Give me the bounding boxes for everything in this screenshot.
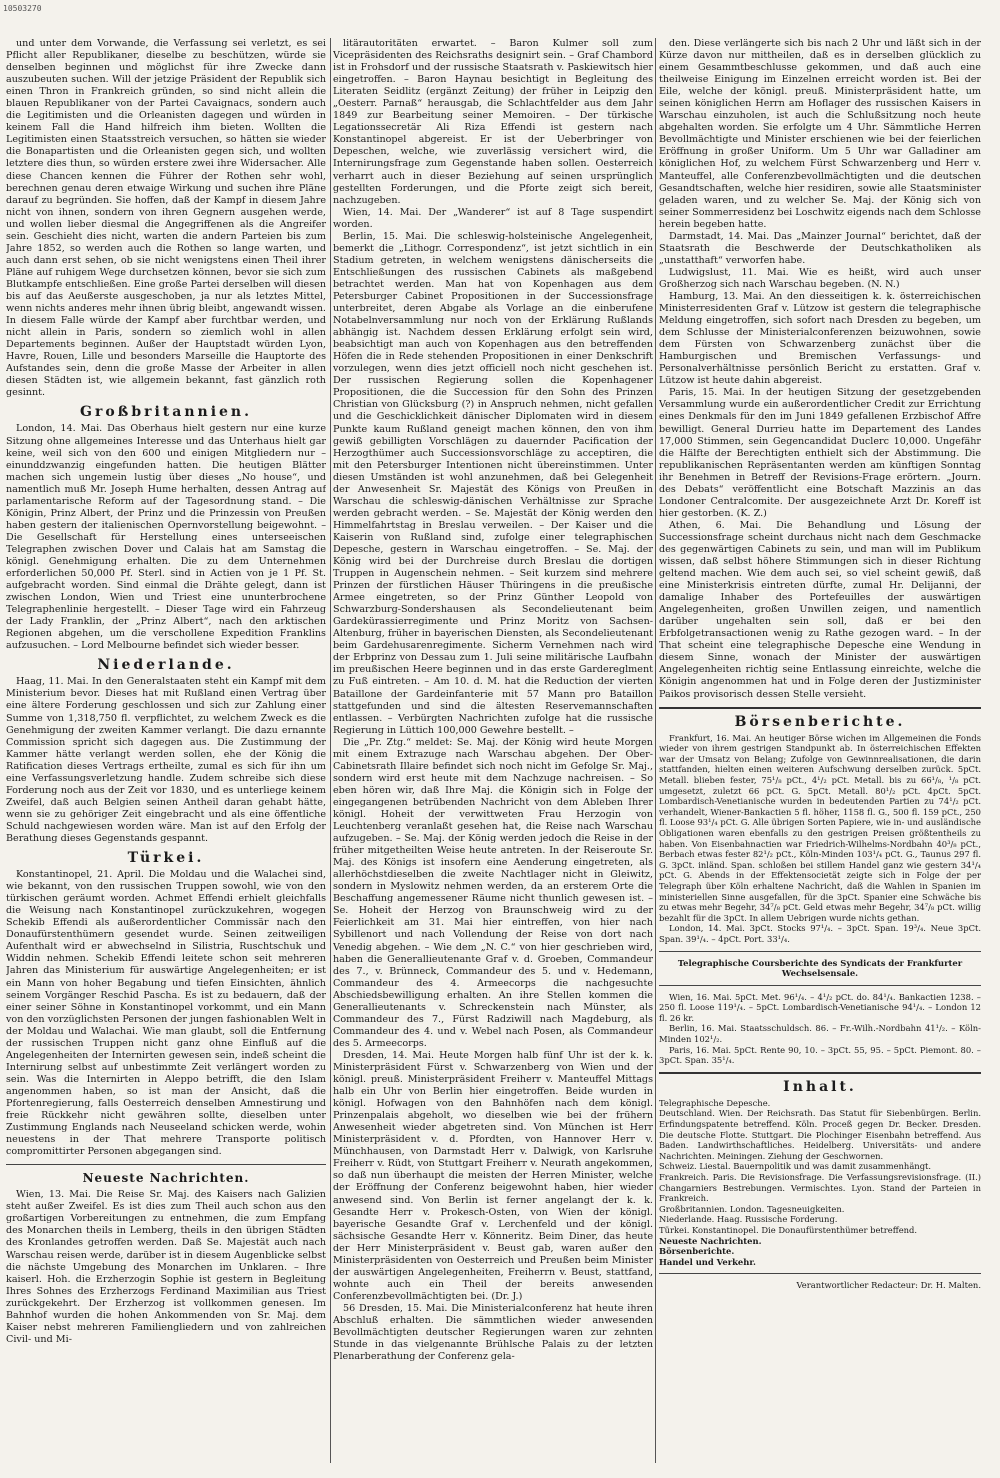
toc-entry: Frankreich. Paris. Die Revisionsfrage. Die Verfassungsrevisionsfrage. (II.) Changarniers Bestrebungen. Vermischtes. Lyon. Stand der Parteien in Frankreich. [659, 1172, 981, 1204]
article-paragraph: London, 14. Mai. 3pCt. Stocks 97¹/₄. – 3pCt. Span. 19³/₄. Neue 3pCt. Span. 39¹/₄. – 4pCt. Port. 33¹/₄. [659, 923, 981, 944]
toc-entry: Schweiz. Liestal. Bauernpolitik und was damit zusammenhängt. [659, 1161, 932, 1172]
divider [659, 951, 981, 952]
section-heading-neueste-nachrichten: Neueste Nachrichten. [82, 1171, 250, 1186]
divider [659, 707, 981, 709]
article-paragraph: Berlin, 16. Mai. Staatsschuldsch. 86. – Fr.-Wilh.-Nordbahn 41¹/₂. – Köln-Minden 102¹/₂. [659, 1023, 981, 1045]
article-paragraph: Berlin, 15. Mai. Die schleswig-holsteinische Angelegenheit, bemerkt die „Lithogr. Correspondenz“, ist jetzt sichtlich in ein Stadium getreten, in welchem wenigstens dänischerseits die Entschließungen des russischen Cabinets als maßgebend betrachtet werden. Man hat von Kopenhagen aus dem Petersburger Cabinet Propositionen in der Successionsfrage unterbreitet, deren Abgabe als Vorlage an die einberufene Notabelnversammlung nur noch von der Erklärung Rußlands abhängig ist. Nachdem dessen Erklärung erfolgt sein wird, beabsichtigt man auch von Kopenhagen aus den betreffenden Höfen die in Rede stehenden Propositionen in einer Denkschrift vorzulegen, wenn dies jetzt officiell noch nicht geschehen ist. Der russischen Regierung sollen die Kopenhagener Propositionen, die die Succession für den Sohn des Prinzen Christian von Glücksburg (?) in Anspruch nehmen, nicht gefallen und die Geschicklichkeit dänischer Diplomaten wird in diesem Punkte kaum Rußland geneigt machen können, den von ihm gewiß gebilligten Vorschlägen zu dauernder Pacification der Herzogthümer auch Successionsvorschläge zu acceptiren, die mit den Petersburger Intentionen nicht übereinstimmen. Unter diesen Umständen ist wohl anzunehmen, daß bei Gelegenheit der Anwesenheit Sr. Majestät des Königs von Preußen in Warschau die schleswig-dänischen Verhältnisse zur Sprache werden gebracht werden. – Se. Majestät der König werden den Himmelfahrtstag in Breslau verweilen. – Der Kaiser und die Kaiserin von Rußland sind, zufolge einer telegraphischen Depesche, gestern in Warschau eingetroffen. – Se. Maj. der König wird bei der Durchreise durch Breslau die dortigen Truppen in Augenschein nehmen. – Seit kurzem sind mehrere Prinzen der fürstlichen Häuser Thüringens in die preußische Armee eingetreten, so der Prinz Günther Leopold von Schwarzburg-Sondershausen als Secondelieutenant beim Gardekürassierregimente und Prinz Moritz von Sachsen-Altenburg, früher in bayerischen Diensten, als Secondelieutenant beim Gardehusarenregimente. Sicherm Vernehmen nach wird der Erbprinz von Dessau zum 1. Juli seine militärische Laufbahn im preußischen Heere beginnen und in das erste Gardereglment zu Fuß eintreten. – Am 10. d. M. hat die Reduction der vierten Bataillone der Gardeinfanterie mit 57 Mann pro Bataillon stattgefunden und sind die ältesten Reservemannschaften entlassen. – Verbürgten Nachrichten zufolge hat die russische Regierung in Lüttich 100,000 Gewehre bestellt. – [333, 230, 653, 736]
article-paragraph: Wien, 16. Mai. 5pCt. Met. 96¹/₄. – 4¹/₂ pCt. do. 84¹/₄. Bankactien 1238. – 250 fl. Loose 119¹/₄. – 5pCt. Lombardisch-Venetianische 94¹/₄. – London 12 fl. 26 kr. [659, 991, 981, 1023]
article-paragraph: Hamburg, 13. Mai. An den diesseitigen k. k. österreichischen Ministerresidenten Graf v. Lützow ist gestern die telegraphische Meldung eingetroffen, sich sofort nach Dresden zu begeben, um dem Schlusse der Ministerialconferenzen beizuwohnen, sowie dem Fürsten von Schwarzenberg zunächst über die Hamburgischen und Bremischen Verfassungs- und Personalverhältnisse persönlich Bericht zu erstatten. Graf v. Lützow ist heute dahin abgereist. [659, 290, 981, 387]
table-of-contents [659, 1098, 981, 1268]
article-paragraph: Die „Pr. Ztg.“ meldet: Se. Maj. der König wird heute Morgen mit einem Extrazuge nach Warschau abgehen. Der Ober-Cabinetsrath Illaire befindet sich noch nicht im Gefolge Sr. Maj., sondern wird erst heute mit dem Nachzuge nachreisen. – So eben hören wir, daß Ihre Maj. die Königin sich in Folge der eingegangenen betrübenden Nachricht von dem Ableben Ihrer königl. Hoheit der verwittweten Frau Herzogin von Leuchtenberg veranlaßt gesehen hat, die Reise nach Warschau aufzugeben. – Se. Maj. der König werden jedoch die Reise in der früher mitgetheilten Weise heute antreten. In der Reiseroute Sr. Maj. des Königs ist insofern eine Aenderung eingetreten, als allerhöchstdieselben die zweite Nachtlager nicht in Gleiwitz, sondern in Myslowitz nehmen werden, da an ersterem Orte die Beschaffung angemessener Räume nicht thunlich gewesen ist. – Se. Hoheit der Herzog von Braunschweig wird zu der Feierlichkeit am 31. Mai hier eintreffen, von hier nach Sybillenort und nach Vollendung der Reise von dort nach Venedig abgehen. – Wie dem „N. C.“ von hier geschrieben wird, haben die Generallieutenante Graf v. d. Groeben, Commandeur des 7., v. Brünneck, Commandeur des 5. und v. Hedemann, Commandeur des 4. Armeecorps die nachgesuchte Abschiedsbewilligung erhalten. An ihre Stellen kommen die Generallieutenants v. Schreckenstein nach Münster, als Commandeur des 7., Fürst Radziwill nach Magdeburg, als Commandeur des 4. und v. Webel nach Posen, als Commandeur des 5. Armeecorps. [333, 736, 653, 1049]
column-3 [659, 38, 981, 1463]
article-paragraph: 56 Dresden, 15. Mai. Die Ministerialconferenz hat heute ihren Abschluß erhalten. Die sämmtlichen wieder anwesenden Bevollmächtigten deutscher Regierungen waren zur zehnten Stunde in das vielgenannte Brühlsche Palais zu der letzten Plenarberathung der Conferenz gela- [333, 1302, 653, 1363]
section-heading-inhalt: Inhalt. [783, 1078, 857, 1095]
toc-entry: Börsenberichte. [659, 1246, 735, 1257]
divider [659, 985, 981, 986]
toc-entry: Niederlande. Haag. Russische Forderung. [659, 1214, 838, 1225]
article-paragraph: Frankfurt, 16. Mai. An heutiger Börse wichen im Allgemeinen die Fonds wieder von ihrem gestrigen Standpunkt ab. In österreichischen Effekten war der Umsatz von Belang; Zufolge von Gewinnrealisationen, die darin stattfanden, hielten einen weiteren Aufschwung derselben zurück. 5pCt. Metall. blieben fester, 75¹/₈ pCt., 4¹/₂ pCt. Metall. bis zu 66¹/₈, ¹/₈ pCt. umgesetzt, zuletzt 66 pCt. G. 5pCt. Metall. 80¹/₂ pCt. 4pCt. 5pCt. Lombardisch-Venetianische wurden in bedeutenden Partien zu 74¹/₂ pCt. verhandelt, Wiener-Bankactien 5 fl. höher, 1158 fl. G., 500 fl. 159 pCt., 250 fl. Loose 93¹/₄ pCt. G. Alle übrigen Sorten Papiere, wie in- und ausländische Obligationen waren ebenfalls zu den gestrigen Preisen größtentheils zu haben. Von Eisenbahnactien war Friedrich-Wilhelms-Nordbahn 40³/₈ pCt., Berbach etwas fester 82¹/₂ pCt., Köln-Minden 103¹/₄ pCt. G., Taunus 297 fl. G. 3pCt. inländ. Span. schloßen bei stillem Handel ganz wie gestern 34¹/₄ pCt. G. Abends in der Effektensocietät zeigte sich in Folge der per Telegraph über Köln erhaltene Nachricht, daß die Wahlen in Spanien im ministeriellen Sinne ausgefallen, für die 3pCt. Spanier eine Schwäche bis zu etwas mehr Begehr, 34⁷/₈ pCt. Geld etwas mehr Begehr, 34⁷/₈ pCt. willig bezahlt für die 3pCt. In allem Uebrigen wurde nichts gethan. [659, 732, 981, 923]
article-paragraph: Paris, 15. Mai. In der heutigen Sitzung der gesetzgebenden Versammlung wurde ein außerordentlicher Credit zur Errichtung eines Denkmals für den im Juni 1849 gefallenen Erzbischof Affre bewilligt. General Durrieu hatte im Departement des Landes 17,000 Stimmen, sein Gegencandidat Duclerc 10,000. Ungefähr die Hälfte der Berechtigten enthielt sich der Abstimmung. Die republikanischen Repräsentanten werden am künftigen Sonntag ihr Benehmen in Betreff der Revisions-Frage erörtern. „Journ. des Debats“ veröffentlicht eine Botschaft Mazzinis an das Londoner Centralcomite. Der ausgezeichnete Arzt Dr. Koreff ist hier gestorben. (K. Z.) [659, 387, 981, 519]
section-heading-boersenberichte: Börsenberichte. [734, 713, 906, 730]
article-paragraph: litärautoritäten erwartet. – Baron Kulmer soll zum Vicepräsidenten des Reichsraths designirt sein. – Graf Chambord ist in Frohsdorf und der russische Staatsrath v. Paskiewitsch hier eingetroffen. – Baron Haynau besichtigt in Begleitung des Literaten Seidlitz (ergänzt Zeitung) der früher in Leipzig den „Oesterr. Parnaß“ herausgab, die Schlachtfelder aus dem Jahr 1849 zur Bearbeitung seiner Memoiren. – Der türkische Legationssecretär Ali Riza Effendi ist gestern nach Konstantinopel abgereist. Er ist der Ueberbringer von Depeschen, welche, wie zuverlässig versichert wird, die Internirungsfrage zum Gegenstande haben sollen. Oesterreich verharrt auch in dieser Beziehung auf seinen ursprünglich gestellten Forderungen, und die Pforte zeigt sich bereit, nachzugeben. [333, 38, 653, 206]
article-paragraph: Wien, 13. Mai. Die Reise Sr. Maj. des Kaisers nach Galizien steht außer Zweifel. Es ist dies zum Theil auch schon aus den großartigen Vorbereitungen zu entnehmen, die zum Empfang des Monarchen theils in Lemberg, theils in den übrigen Städten des Kronlandes getroffen werden. Daß Se. Majestät auch nach Warschau reisen werde, darüber ist in diesem Augenblicke selbst die nächste Umgebung des Monarchen im Unklaren. – Ihre kaiserl. Hoh. die Erzherzogin Sophie ist gestern in Begleitung Ihres Sohnes des Erzherzogs Ferdinand Maximilian aus Triest zurückgekehrt. Der Erzherzog ist vollkommen genesen. Im Bahnhof wurden die hohen Ankommenden von Sr. Maj. dem Kaiser nebst mehreren Familiengliedern und von zahlreichen Civil- und Mi- [6, 1189, 326, 1345]
section-heading-tuerkei: Türkei. [127, 850, 205, 867]
toc-entry: Telegraphische Depesche. [659, 1097, 771, 1108]
section-heading-niederlande: Niederlande. [97, 657, 235, 674]
article-paragraph: und unter dem Vorwande, die Verfassung sei verletzt, es sei Pflicht aller Republikaner, dieselbe zu beschützen, würde sie denselben beginnen und möglichst für ihre Zwecke dann auszubeuten suchen. Will der jetzige Präsident der Republik sich einen Thron in Frankreich gründen, so sind nicht allein die blauen Republikaner von der Partei Cavaignacs, sondern auch die Legitimisten und die Orleanisten dagegen und würden in keinem Fall die Hand hilfreich ihm bieten. Wollten die Legitimisten einen Staatsstreich versuchen, so hätten sie wieder die Bonapartisten und die Orleanisten gegen sich, und wollten letztere dies thun, so würden erstere zwei ihre Widersacher. Alle diese Chancen kennen die Führer der Rothen sehr wohl, berechnen genau deren etwaige Wirkung und suchen ihre Pläne darauf zu begründen. Sie hoffen, daß der Kampf in diesem Jahre nicht von ihnen, sondern von ihren Gegnern ausgehen werde, und wollen lieber diesmal die Angegriffenen als die Angreifer sein. Geschieht dies nicht, warten die andern Parteien bis zum Jahre 1852, so werden auch die Rothen so lange warten, und auch dann erst sehen, ob sie nicht wenigstens einen Theil ihrer Pläne auf ruhigem Wege durchsetzen können, bevor sie sich zum Blutkampfe entschließen. Eine große Partei derselben will diesen bis auf das Aeußerste ausgeschoben, ja nur als letztes Mittel, wenn nichts anderes mehr ihnen übrig bleibt, angewandt wissen. In diesem Falle würde der Kampf aber furchtbar werden, und nicht allein in Paris, sondern so ziemlich wohl in allen Departements beginnen. Außer der Hauptstadt würden Lyon, Havre, Rouen, Lille und besonders Marseille die Hauptorte des Aufstandes sein, denn die große Masse der Arbeiter in allen diesen Städten ist, wie allgemein bekannt, fast gänzlich roth gesinnt. [6, 38, 326, 399]
column-rule [655, 38, 656, 1463]
column-2 [333, 38, 653, 1463]
column-rule [330, 38, 331, 1463]
article-paragraph: Ludwigslust, 11. Mai. Wie es heißt, wird auch unser Großherzog sich nach Warschau begeben. (N. N.) [659, 266, 981, 290]
article-paragraph: Wien, 14. Mai. Der „Wanderer“ ist auf 8 Tage suspendirt worden. [333, 206, 653, 230]
divider [659, 1273, 981, 1274]
article-paragraph: Athen, 6. Mai. Die Behandlung und Lösung der Successionsfrage scheint durchaus nicht nach dem Geschmacke des gegenwärtigen Cabinets zu sein, und man will im Publikum wissen, daß selbst höhere Stimmungen sich in dieser Richtung geltend machen. Wie dem auch sei, so viel scheint gewiß, daß eine Ministerkrisis eintreten dürfte, zumal Hr. Delijanni, der damalige Inhaber des Portefeuilles der auswärtigen Angelegenheiten, großen Unwillen zeigen, und namentlich darüber ungehalten sein soll, daß er bei den Erbfolgetransactionen wenig zu Rathe gezogen ward. – In der That scheint eine telegraphische Depesche eine Wendung in diesem Sinne, wonach der Minister der auswärtigen Angelegenheiten richtig seine Entlassung einreichte, welche die Königin angenommen hat und in Folge deren der Justizminister Paikos provisorisch dessen Stelle versieht. [659, 519, 981, 700]
subheading-telegraphische-coursberichte: Telegraphische Coursberichte des Syndicats der Frankfurter Wechselsensale. [677, 957, 963, 979]
divider [659, 1072, 981, 1074]
toc-entry: Türkei. Konstantinopel. Die Donaufürstenthümer betreffend. [659, 1225, 918, 1236]
article-paragraph: den. Diese verlängerte sich bis nach 2 Uhr und läßt sich in der Kürze davon nur mittheilen, daß es in derselben glücklich zu einem Gesammtbeschlusse gekommen, und daß auch eine theilweise Einigung im Einzelnen erreicht worden ist. Bei der Eile, welche der königl. preuß. Ministerpräsident hatte, um seinen königlichen Herrn am Hoflager des russischen Kaisers in Warschau einzuholen, ist auch die Schlußsitzung noch heute abgehalten worden. Sie erfolgte um 4 Uhr. Sämmtliche Herren Bevollmächtigte und Minister erschienen wie bei der feierlichen Eröffnung in großer Uniform. Um 5 Uhr war Galladiner am königlichen Hof, zu welchem Fürst Schwarzenberg und Herr v. Manteuffel, alle Conferenzbevollmächtigten und die deutschen Gesandtschaften, welche hier residiren, sowie alle Staatsminister geladen waren, und zu welcher Se. Maj. der König sich von seiner Sommerresidenz bei Loschwitz eigends nach dem Schlosse herein begeben hatte. [659, 38, 981, 230]
article-paragraph: Haag, 11. Mai. In den Generalstaaten steht ein Kampf mit dem Ministerium bevor. Dieses hat mit Rußland einen Vertrag über eine ältere Forderung geschlossen und sich zur Zahlung einer Summe von 1,318,750 fl. verpflichtet, zu welchem Zweck es die Genehmigung der zweiten Kammer verlangt. Die dazu ernannte Commission spricht sich dagegen aus. Die Zustimmung der Kammer hätte verlangt werden sollen, ehe der König die Ratification dieses Vertrags ertheilte, zumal es sich für ihn um eine Verfassungsverletzung handle. Zudem schreibe sich diese Forderung noch aus der Zeit vor 1830, und es unterliege keinem Zweifel, daß auch Belgien seinen Antheil daran gehabt hätte, wenn sie zu gehöriger Zeit eingebracht und als eine öffentliche Schuld nachgewiesen worden wäre. Man ist auf den Erfolg der Berathung dieses Gegenstands gespannt. [6, 676, 326, 844]
article-paragraph: Konstantinopel, 21. April. Die Moldau und die Walachei sind, wie bekannt, von den russischen Truppen sowohl, wie von den türkischen geräumt worden. Achmet Effendi erhielt gleichfalls die Weisung nach Konstantinopel zurückzukehren, wogegen Schekib Effendi als außerordentlicher Commissär nach den Donaufürstenthümern gesendet wurde. Seinen zeitweiligen Aufenthalt wird er abwechselnd in Silistria, Ruschtschuk und Widdin nehmen. Schekib Effendi leitete schon seit mehreren Jahren das Ministerium für auswärtige Angelegenheiten; er ist ein Mann von hoher Begabung und tiefen Einsichten, ähnlich seinem Vorgänger Reschid Pascha. Es ist zu bedauern, daß der einer seiner Söhne in Konstantinopel vorkommt, und ein Mann von den vorzüglichsten Personen der jungen fashionablen Welt in der Moldau und Walachai. Wie man glaubt, soll die Entfernung der russischen Truppen nicht ganz ohne Einfluß auf die Angelegenheiten der Internirten gewesen sein, indeß scheint die Internirung selbst auf unbestimmte Zeit verlängert worden zu sein. Was die Internirten in Aleppo betrifft, die den Islam angenommen haben, so ist man der Ansicht, daß die Pfortenregierung, falls Oesterreich denselben Amnestirung und freie Rückkehr nicht gewähren sollte, dieselben unter Zustimmung Englands nach Neuseeland schicken werde, wohin neuestens in der That mehrere Transporte politisch compromittirter Personen abgegangen sind. [6, 869, 326, 1158]
section-heading-grossbritannien: Großbritannien. [80, 404, 252, 421]
toc-entry: Handel und Verkehr. [659, 1256, 756, 1267]
article-paragraph: London, 14. Mai. Das Oberhaus hielt gestern nur eine kurze Sitzung ohne allgemeines Interesse und das Unterhaus hielt gar keine, weil sich von den 600 und einigen Mitgliedern nur – einunddzwanzig eingefunden hatten. Die heutigen Blätter machen sich ungemein lustig über dieses „No house“, und namentlich muß Mr. Joseph Hume herhalten, dessen Antrag auf parlamentarische Reform auf der Tagesordnung stand. – Die Königin, Prinz Albert, der Prinz und die Prinzessin von Preußen haben gestern der italienischen Opernvorstellung beigewohnt. – Die Gesellschaft für Herstellung eines unterseeischen Telegraphen zwischen Dover und Calais hat am Samstag die königl. Genehmigung erhalten. Die zu dem Unternehmen erforderlichen 50,000 Pf. Sterl. sind in Actien von je 1 Pf. St. aufgebracht worden. Sind einmal die Drähte gelegt, dann ist zwischen London, Wien und Triest eine ununterbrochene Telegraphenlinie hergestellt. – Dieser Tage wird ein Fahrzeug der Lady Franklin, der „Prinz Albert“, nach den arktischen Regionen abgehen, um die verschollene Expedition Franklins aufzusuchen. – Lord Melbourne befindet sich wieder besser. [6, 423, 326, 652]
scan-id: 10503270 [3, 4, 42, 13]
divider [6, 1164, 326, 1165]
column-1 [6, 38, 326, 1463]
toc-entry: Deutschland. Wien. Der Reichsrath. Das Statut für Siebenbürgen. Berlin. Erfindungspatente betreffend. Köln. Proceß gegen Dr. Becker. Dresden. Die deutsche Flotte. Stuttgart. Die Plochinger Eisenbahn betreffend. Aus Baden. Landwirthschaftliches. Heidelberg. Universitäts- und andere Nachrichten. Meiningen. Ziehung der Geschwornen. [659, 1108, 981, 1161]
article-paragraph: Dresden, 14. Mai. Heute Morgen halb fünf Uhr ist der k. k. Ministerpräsident Fürst v. Schwarzenberg von Wien und der königl. preuß. Ministerpräsident Freiherr v. Manteuffel Mittags halb ein Uhr von Berlin hier eingetroffen. Beide wurden in königl. Hofwagen von den Bahnhöfen nach dem königl. Prinzenpalais abgeholt, wo dieselben wie bei der frühern Anwesenheit wieder abgetreten sind. Von München ist Herr Ministerpräsident v. d. Pfordten, von Hannover Herr v. Münchhausen, von Darmstadt Herr v. Dalwigk, von Karlsruhe Freiherr v. Rüdt, von Stuttgart Freiherr v. Neurath angekommen, so daß nun überhaupt die meisten der Herren Minister, welche der Eröffnung der Conferenz beigewohnt haben, hier wieder anwesend sind. Von Berlin ist ferner angelangt der k. k. Gesandte Herr v. Prokesch-Osten, von Wien der königl. bayerische Gesandte Graf v. Lerchenfeld und der königl. sächsische Gesandte Herr v. Könneritz. Beim Diner, das heute der Herr Ministerpräsident v. Beust gab, waren außer den Ministerpräsidenten von Oesterreich und Preußen beim Minister der auswärtigen Angelegenheiten, Freiherrn v. Beust, stattfand, wohnte auch ein Theil der bereits anwesenden Conferenzbevollmächtigten bei. (Dr. J.) [333, 1049, 653, 1302]
article-paragraph: Darmstadt, 14. Mai. Das „Mainzer Journal“ berichtet, daß der Staatsrath die Beschwerde der Deutschkatholiken als „unstatthaft“ verworfen habe. [659, 230, 981, 266]
toc-entry: Großbritannien. London. Tagesneuigkeiten. [659, 1203, 845, 1214]
toc-entry: Neueste Nachrichten. [659, 1235, 762, 1246]
article-paragraph: Paris, 16. Mai. 5pCt. Rente 90, 10. – 3pCt. 55, 95. – 5pCt. Piemont. 80. – 3pCt. Span. 35¹/₄. [659, 1044, 981, 1066]
editor-line: Verantwortlicher Redacteur: Dr. H. Malten. [796, 1280, 981, 1291]
